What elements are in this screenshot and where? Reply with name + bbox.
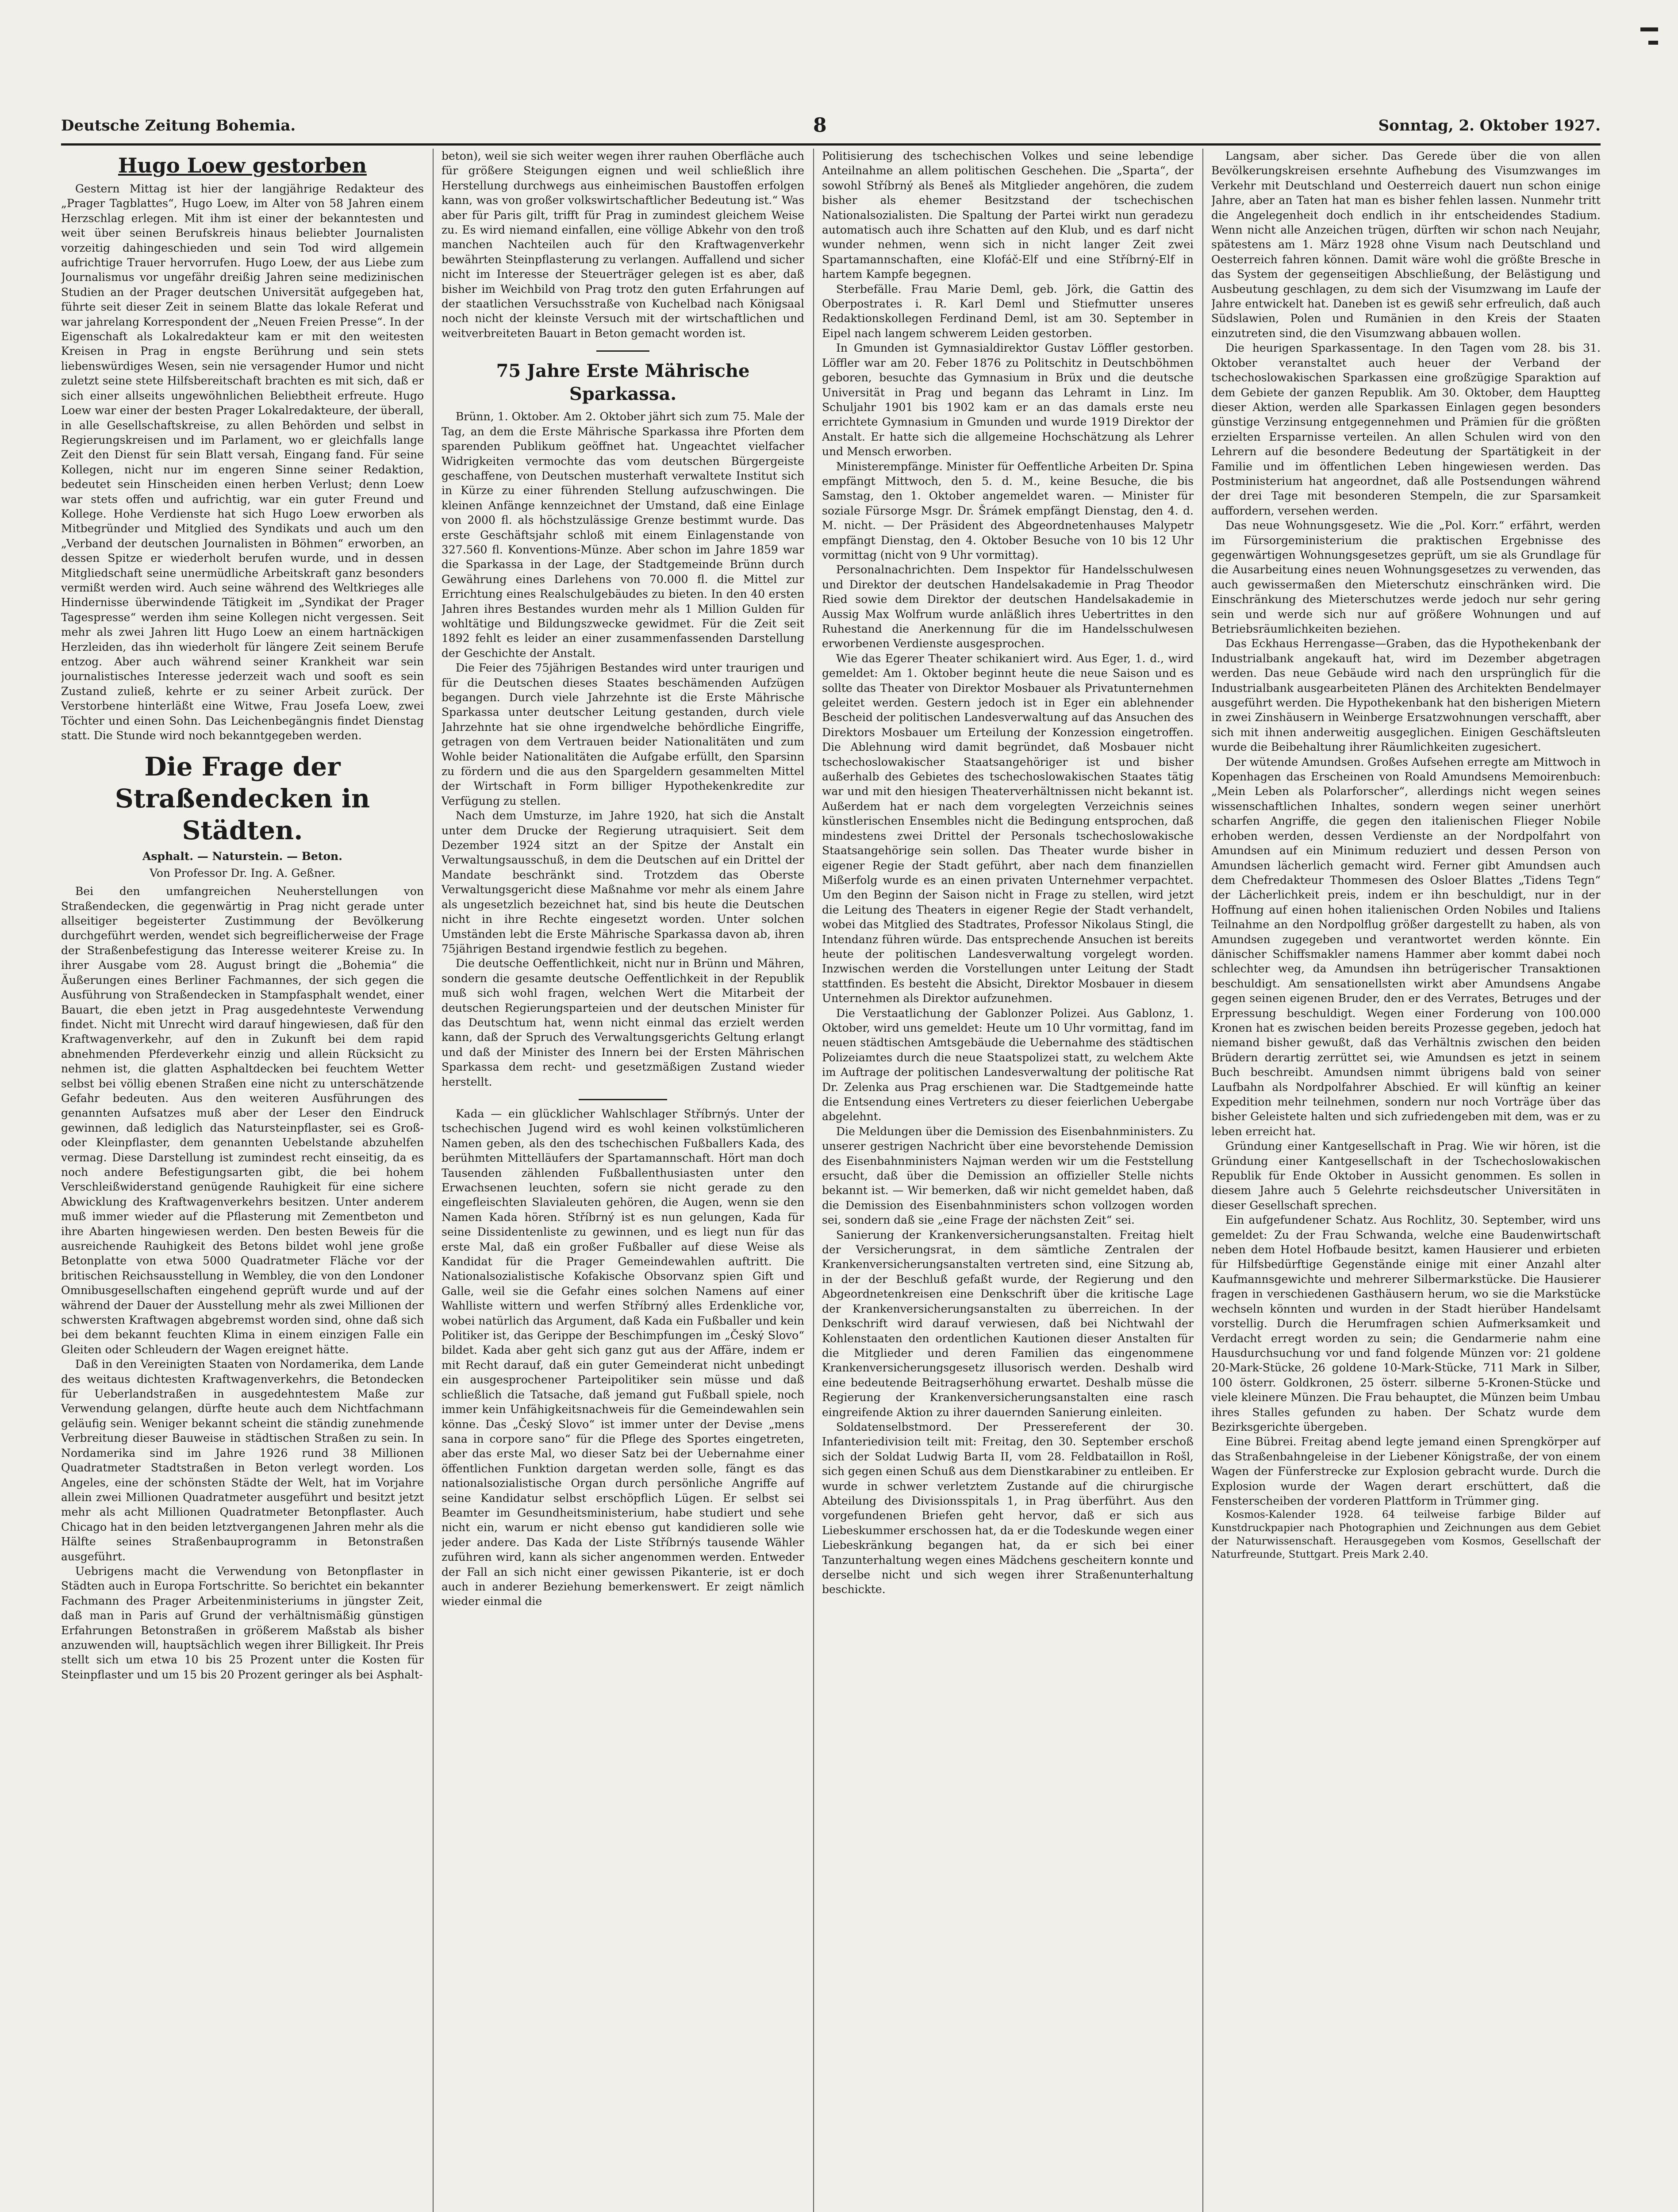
article-paragraph: Bei den umfangreichen Neuherstellungen von Straßendecken, die gegenwärtig in Prag nicht gerade unter allseitiger begeisterter Zustimmung der Bevölkerung durchgeführt werden, wendet sich begreiflicherweise der Frage der Straßenbefestigung das Interesse weiterer Kreise zu. In ihrer Ausgabe vom 28. August bringt die „Bohemia“ die Äußerungen eines Berliner Fachmannes, der sich gegen die Ausführung von Straßendecken in Stampfasphalt wendet, einer Bauart, die eben jetzt in Prag ausgedehnteste Verwendung findet. Nicht mit Unrecht wird darauf hingewiesen, daß für den Kraftwagenverkehr, auf den in Zukunft bei dem rapid abnehmenden Pferdeverkehr einzig und allein Rücksicht zu nehmen ist, die glatten Asphaltdecken bei feuchtem Wetter selbst bei völlig ebenen Straßen eine nicht zu unterschätzende Gefahr bedeuten. Aus den weiteren Ausführungen des genannten Aufsatzes muß aber der Leser den Eindruck gewinnen, daß lediglich das Natursteinpflaster, sei es Groß- oder Kleinpflaster, dem genannten Uebelstande abzuhelfen vermag. Diese Darstellung ist zumindest recht einseitig, da es noch andere Befestigungsarten gibt, die bei hohem Verschleißwiderstand genügende Rauhigkeit für eine sichere Abwicklung des Kraftwagenverkehrs besitzen. Unter anderem muß immer wieder auf die Pflasterung mit Zementbeton und ihre Abarten hingewiesen werden. Den besten Beweis für die ausreichende Rauhigkeit des Betons bildet wohl jene große Betonplatte von etwa 5000 Quadratmeter Fläche vor der britischen Reichsausstellung in Wembley, die von den Londoner Omnibusgesellschaften eingehend geprüft wurde und auf der während der Dauer der Ausstellung mehr als zwei Millionen der schwersten Kraftwagen abgebremst worden sind, ohne daß sich bei dem bekannt feuchten Klima in einem einzigen Falle ein Gleiten oder Schleudern der Wagen ereignet hätte. [61, 885, 424, 1356]
news-item: Personalnachrichten. Dem Inspektor für Handelsschulwesen und Direktor der deutschen Handelsakademie in Prag Theodor Ried sowie dem Direktor der deutschen Handelsakademie in Aussig Max Wolfrum wurde anläßlich ihres Uebertrittes in den Ruhestand die Anerkennung für die im Handelsschulwesen erworbenen Verdienste ausgesprochen. [822, 563, 1194, 650]
article-paragraph: Die deutsche Oeffentlichkeit, nicht nur in Brünn und Mähren, sondern die gesamte deutsche Oeffentlichkeit in der Republik muß sich wohl fragen, welchen Wert die Mitarbeit der deutschen Regierungsparteien und der deutschen Minister für das Deutschtum hat, wenn nicht einmal das erzielt werden kann, daß der Spruch des Verwaltungsgerichts Geltung erlangt und daß der Minister des Innern bei der Ersten Mährischen Sparkassa dem recht- und gesetzmäßigen Zustand wieder herstellt. [442, 957, 804, 1088]
news-item: Die Verstaatlichung der Gablonzer Polizei. Aus Gablonz, 1. Oktober, wird uns gemeldet: Heute um 10 Uhr vormittag, fand im neuen städtischen Amtsgebäude die Uebernahme des städtischen Polizeiamtes durch die neue Staatspolizei statt, zu welchem Akte im Auftrage der politischen Landesverwaltung der politische Rat Dr. Zelenka aus Prag erschienen war. Die Stadtgemeinde hatte die Entsendung eines Vertreters zu dieser feierlichen Uebergabe abgelehnt. [822, 1006, 1194, 1123]
news-item: Der wütende Amundsen. Großes Aufsehen erregte am Mittwoch in Kopenhagen das Erscheinen von Roald Amundsens Memoirenbuch: „Mein Leben als Polarforscher“, allerdings nicht wegen seines wissenschaftlichen Inhaltes, sondern wegen seiner unerhört scharfen Angriffe, die gegen den italienischen Flieger Nobile erhoben werden, dessen Verdienste an der Nordpolfahrt von Amundsen auf ein Minimum reduziert und dessen Person von Amundsen lächerlich gemacht wird. Ferner gibt Amundsen auch dem Chefredakteur Thommesen des Osloer Blattes „Tidens Tegn“ der Lächerlichkeit preis, indem er ihn beschuldigt, nur in der Hoffnung auf einen hohen italienischen Orden Nobiles und Italiens Teilnahme an den Nordpolflug größer dargestellt zu haben, als von Amundsen zugegeben und verantwortet werden könnte. Ein dänischer Schiffsmakler namens Hammer aber kommt dabei noch schlechter weg, da Amundsen ihn betrügerischer Transaktionen beschuldigt. Am sensationellsten wirkt aber Amundsens Angabe gegen seinen eigenen Bruder, den er des Verrates, Betruges und der Erpressung beschuldigt. Wegen einer Forderung von 100.000 Kronen hat es zwischen beiden bereits Prozesse gegeben, jedoch hat niemand bisher gewußt, daß das Verhältnis zwischen den beiden Brüdern derartig zerrüttet sei, wie Amundsen es jetzt in seinem Buch beschreibt. Amundsen nimmt übrigens bald von seiner Laufbahn als Nordpolfahrer Abschied. Er will künftig an keiner Expedition mehr teilnehmen, sondern nur noch Vorträge über das bisher Geleistete halten und sich zufriedengeben mit dem, was er zu leben erreicht hat. [1211, 755, 1601, 1138]
news-item: Sterbefälle. Frau Marie Deml, geb. Jörk, die Gattin des Oberpostrates i. R. Karl Deml und Stiefmutter unseres Redaktionskollegen Ferdinand Deml, ist am 30. September in Eipel nach langem schwerem Leiden gestorben. [822, 282, 1194, 340]
article-paragraph: Die Feier des 75jährigen Bestandes wird unter traurigen und für die Deutschen dieses Staates beschämenden Aufzügen begangen. Durch viele Jahrzehnte ist die Erste Mährische Sparkassa unter deutscher Leitung gestanden, durch viele Jahrzehnte hat sie ohne irgendwelche behördliche Eingriffe, getragen von dem Vertrauen beider Nationalitäten und zum Wohle beider Nationalitäten die Aufgabe erfüllt, den Sparsinn zu fördern und die aus den Spargeldern gesammelten Mittel der Wirtschaft in Form billiger Hypothekenkredite zur Verfügung zu stellen. [442, 661, 804, 807]
news-item: Soldatenselbstmord. Der Pressereferent der 30. Infanteriedivision teilt mit: Freitag, den 30. September erschoß sich der Soldat Ludwig Barta II, vom 28. Feldbataillon in Rošl, sich gegen einen Schuß aus dem Dienstkarabiner zu entleiben. Er wurde in schwer verletztem Zustande auf die chirurgische Abteilung des Divisionsspitals 1, in Prag überführt. Aus den vorgefundenen Briefen geht hervor, daß er sich aus Liebeskummer erschossen hat, da er die Todeskunde wegen einer Liebeskränkung begangen hat, da er sich bei einer Tanzunterhaltung wegen eines Mädchens gescheitern konnte und derselbe nicht und sich wegen ihrer Straßenunterhaltung beschickte. [822, 1420, 1194, 1596]
page-number: 8 [813, 114, 827, 137]
news-item: In Gmunden ist Gymnasialdirektor Gustav Löffler gestorben. Löffler war am 20. Feber 1876 zu Politschitz in Deutschböhmen geboren, besuchte das Gymnasium in Brüx und die deutsche Universität in Prag und begann das Lehramt in Linz. Im Schuljahr 1901 bis 1902 kam er an das damals erste neu errichtete Gymnasium in Gmunden und wurde 1919 Direktor der Anstalt. Er hatte sich die allgemeine Hochschätzung als Lehrer und Mensch erworben. [822, 342, 1194, 458]
column-3 [822, 149, 1194, 2212]
header-rule [61, 143, 1601, 146]
article-paragraph: Daß in den Vereinigten Staaten von Nordamerika, dem Lande des weitaus dichtesten Kraftwagenverkehrs, die Betondecken für Ueberlandstraßen in ausgedehntestem Maße zur Verwendung gelangen, dürfte heute auch dem Nichtfachmann geläufig sein. Weniger bekannt scheint die ständig zunehmende Verbreitung dieser Bauweise in städtischen Straßen zu sein. In Nordamerika sind im Jahre 1926 rund 38 Millionen Quadratmeter Stadtstraßen in Beton verlegt worden. Los Angeles, eine der schönsten Städte der Welt, hat im Vorjahre allein zwei Millionen Quadratmeter ausgeführt und besitzt jetzt mehr als acht Millionen Quadratmeter Betonpflaster. Auch Chicago hat in den beiden letztvergangenen Jahren mehr als die Hälfte seines Straßenbauprogramm in Betonstraßen ausgeführt. [61, 1358, 424, 1563]
news-item: Ministerempfänge. Minister für Oeffentliche Arbeiten Dr. Spina empfängt Mittwoch, den 5. d. M., keine Besuche, die bis Samstag, den 1. Oktober angemeldet waren. — Minister für soziale Fürsorge Msgr. Dr. Šrámek empfängt Dienstag, den 4. d. M. nicht. — Der Präsident des Abgeordnetenhauses Malypetr empfängt Dienstag, den 4. Oktober Besuche von 10 bis 12 Uhr vormittag (nicht von 9 Uhr vormittag). [822, 460, 1194, 561]
article-paragraph: beton), weil sie sich weiter wegen ihrer rauhen Oberfläche auch für größere Steigungen eignen und weil schließlich ihre Herstellung durchwegs aus einheimischen Baustoffen erfolgen kann, was von großer volkswirtschaftlicher Bedeutung ist.“ Was aber für Paris gilt, trifft für Prag in zumindest gleichem Weise zu. Es wird niemand einfallen, eine völlige Abkehr von den troß manchen Nachteilen auch für den Kraftwagenverkehr bewährten Steinpflasterung zu verlangen. Auffallend und sicher nicht im Interesse der Steuerträger gelegen ist es aber, daß bisher im Weichbild von Prag trotz den guten Erfahrungen auf der staatlichen Versuchsstraße von Kuchelbad nach Königsaal noch nicht der kleinste Versuch mit der wirtschaftlichen und weitverbreiteten Bauart in Beton gemacht worden ist. [442, 150, 804, 340]
page-header [61, 114, 1601, 138]
news-item: Die heurigen Sparkassentage. In den Tagen vom 28. bis 31. Oktober veranstaltet auch heuer der Verband der tschechoslowakischen Sparkassen eine großzügige Sparaktion auf dem Gebiete der ganzen Republik. Am 30. Oktober, dem Hauptteg dieser Aktion, werden alle Sparkassen Einlagen gegen besonders günstige Verzinsung entgegennehmen und Prämien für die größten erzielten Ersparnisse verteilen. An allen Schulen wird von den Lehrern auf die besondere Bedeutung der Spartätigkeit in der Familie und im öffentlichen Leben hingewiesen werden. Das Postministerium hat angeordnet, daß alle Postsendungen während der drei Tage mit besonderen Stempeln, die zur Sparsamkeit auffordern, versehen werden. [1211, 342, 1601, 517]
article-paragraph: Brünn, 1. Oktober. Am 2. Oktober jährt sich zum 75. Male der Tag, an dem die Erste Mährische Sparkassa ihre Pforten dem sparenden Publikum geöffnet hat. Ungeachtet vielfacher Widrigkeiten vermochte das vom deutschen Bürgergeiste geschaffene, von Deutschen musterhaft verwaltete Institut sich in Kürze zu einer führenden Stellung aufzuschwingen. Die kleinen Anfänge kennzeichnet der Umstand, daß eine Einlage von 2000 fl. als höchstzulässige Grenze bestimmt wurde. Das erste Geschäftsjahr schloß mit einem Einlagenstande von 327.560 fl. Konventions-Münze. Aber schon im Jahre 1859 war die Sparkassa in der Lage, der Stadtgemeinde Brünn durch Gewährung eines Darlehens von 70.000 fl. die Mittel zur Errichtung eines Realschulgebäudes zu bieten. In den 40 ersten Jahren ihres Bestandes wurden mehr als 1 Million Gulden für wohltätige und Bildungszwecke gewidmet. Für die Zeit seit 1892 fehlt es leider an einer zusammenfassenden Darstellung der Geschichte der Anstalt. [442, 410, 804, 660]
publication-notice: Kosmos-Kalender 1928. 64 teilweise farbige Bilder auf Kunstdruckpapier nach Photographien und Zeichnungen aus dem Gebiet der Naturwissenschaft. Herausgegeben vom Kosmos, Gesellschaft der Naturfreunde, Stuttgart. Preis Mark 2.40. [1211, 1509, 1601, 1561]
column-divider [1202, 149, 1203, 2212]
news-item-kada: Kada — ein glücklicher Wahlschlager Stříbrnýs. Unter der tschechischen Jugend wird es wohl keinen volkstümlicheren Namen geben, als den des tschechischen Fußballers Kada, des berühmten Mittelläufers der Spartamannschaft. Hört man doch Tausenden zählenden Fußballenthusiasten unter den Erwachsenen leuchten, sofern sie nicht gerade zu den eingefleischten Slavialeuten gehören, die Augen, wenn sie den Namen Kada hören. Stříbrný ist es nun gelungen, Kada für seine Dissidentenliste zu gewinnen, und es liegt nun für das erste Mal, daß ein großer Fußballer auf diese Weise als Kandidat für die Prager Gemeindewahlen auftritt. Die Nationalsozialistische Kofakische Obsorvanz spien Gift und Galle, weil sie die Gefahr eines solchen Namens auf einer Wahlliste wittern und werfen Stříbrný alles Erdenkliche vor, wobei natürlich das Argument, daß Kada ein Fußballer und kein Politiker ist, das Gerippe der Beschimpfungen im „Český Slovo“ bildet. Kada aber geht sich ganz gut aus der Affäre, indem er mit Recht darauf, daß ein guter Gemeinderat nicht unbedingt ein ausgesprochener Parteipolitiker sein müsse und daß schließlich die Tatsache, daß jemand gut Fußball spiele, noch immer kein Unfähigkeitsnachweis für die Gemeindewahlen sein könne. Das „Český Slovo“ ist immer unter der Devise „mens sana in corpore sano“ für die Pflege des Sportes eingetreten, aber das erste Mal, wo dieser Satz bei der Uebernahme einer öffentlichen Funktion dargetan werden solle, fängt es das nationalsozialistische Organ durch persönliche Angriffe auf seine Kandidatur selbst erschöpflich Lügen. Er selbst sei Beamter im Gesundheitsministerium, habe studiert und sehe nicht ein, warum er nicht ebenso gut kandidieren solle wie jeder andere. Das Kada der Liste Stříbrnýs tausende Wähler zuführen wird, kann als sicher angenommen werden. Entweder der Fall an sich nicht einer gewissen Pikanterie, ist er doch auch in anderer Beziehung bemerkenswert. Er zeigt nämlich wieder einmal die [442, 1107, 804, 1608]
news-item: Langsam, aber sicher. Das Gerede über die von allen Bevölkerungskreisen ersehnte Aufhebung des Visumzwanges im Verkehr mit Deutschland und Oesterreich dauert nun schon einige Jahre, aber an Taten hat man es bisher fehlen lassen. Nunmehr tritt die Angelegenheit doch endlich in ihr entscheidendes Stadium. Wenn nicht alle Anzeichen trügen, dürften wir schon nach Neujahr, spätestens am 1. März 1928 ohne Visum nach Deutschland und Oesterreich fahren können. Damit wäre wohl die größte Bresche in das System der gegenseitigen Abschließung, der Belästigung und Ausbeutung geschlagen, zu dem sich der Visumzwang im Laufe der Jahre entwickelt hat. Daneben ist es gewiß sehr erfreulich, daß auch Südslawien, Polen und Rumänien in den Kreis der Staaten einzutreten sind, die den Visumzwang abbauen wollen. [1211, 150, 1601, 340]
edge-mark [1648, 41, 1658, 45]
article-separator [596, 350, 649, 352]
edge-mark [1640, 27, 1658, 31]
column-4 [1211, 149, 1601, 2212]
news-item: Das neue Wohnungsgesetz. Wie die „Pol. Korr.“ erfährt, werden im Fürsorgeministerium die praktischen Ergebnisse des gegenwärtigen Wohnungsgesetzes geprüft, um sie als Grundlage für die Ausarbeitung eines neuen Wohnungsgesetzes zu verwenden, das auch gewissermaßen den Mieterschutz einschränken wird. Die Einschränkung des Mieterschutzes werde jedoch nur sehr gering sein und werde sich nur auf größere Wohnungen und auf Betriebsräumlichkeiten beziehen. [1211, 519, 1601, 635]
article-subheadline: Asphalt. — Naturstein. — Beton. [142, 850, 342, 863]
column-divider [433, 149, 434, 2212]
article-author: Von Professor Dr. Ing. A. Geßner. [150, 866, 335, 879]
news-item: Eine Bübrei. Freitag abend legte jemand einen Sprengkörper auf das Straßenbahngeleise in der Liebener Königstraße, der von einem Wagen der Fünferstrecke zur Explosion gebracht wurde. Durch die Explosion wurde der Wagen derart erschüttert, daß die Fensterscheiben der vorderen Plattform in Trümmer ging. [1211, 1435, 1601, 1507]
news-item: Wie das Egerer Theater schikaniert wird. Aus Eger, 1. d., wird gemeldet: Am 1. Oktober beginnt heute die neue Saison und es sollte das Theater von Direktor Mosbauer als Privatunternehmen geleitet werden. Gestern jedoch ist in Eger ein ablehnender Bescheid der politischen Landesverwaltung auf das Ansuchen des Direktors Mosbauer um Erteilung der Konzession eingetroffen. Die Ablehnung wird damit begründet, daß Mosbauer nicht tschechoslowakischer Staatsangehöriger ist und bisher außerhalb des Gebietes des tschechoslowakischen Staates tätig war und mit den hiesigen Theaterverhältnissen nicht bekannt ist. Außerdem hat er nach dem vorgelegten Verzeichnis seines künstlerischen Ensembles nicht die Bedingung entsprochen, daß mindestens zwei Drittel der Personals tschechoslowakische Staatsangehörige sein sollen. Das Theater wurde bisher in eigener Regie der Stadt geführt, aber nach dem finanziellen Mißerfolg wurde es an einen privaten Unternehmer verpachtet. Um den Beginn der Saison nicht in Frage zu stellen, wird jetzt die Leitung des Theaters in eigener Regie der Stadt verhandelt, wobei das Mitglied des Stadtrates, Professor Nikolaus Stingl, die Intendanz führen würde. Das entsprechende Ansuchen ist bereits heute der politischen Landesverwaltung vorgelegt worden. Inzwischen werden die Vorstellungen unter Leitung der Stadt stattfinden. Es besteht die Absicht, Direktor Mosbauer in diesem Unternehmen als Direktor aufzunehmen. [822, 652, 1194, 1005]
news-item: Das Eckhaus Herrengasse—Graben, das die Hypothekenbank der Industrialbank angekauft hat, wird im Dezember abgetragen werden. Das neue Gebäude wird nach den ursprünglich für die Industrialbank ausgearbeiteten Plänen des Architekten Bendelmayer ausgeführt werden. Die Hypothekenbank hat den bisherigen Mietern in zwei Zinshäusern in Weinberge Ersatzwohnungen verschafft, aber sich mit ihnen anderweitig ausgeglichen. Einigen Geschäftsleuten wurde die Beibehaltung ihrer Räumlichkeiten zugesichert. [1211, 637, 1601, 754]
article-headline-street: Die Frage der Straßendecken in Städten. [115, 752, 370, 846]
news-item: Ein aufgefundener Schatz. Aus Rochlitz, 30. September, wird uns gemeldet: Zu der Frau Schwanda, welche eine Baudenwirtschaft neben dem Hotel Hofbaude besitzt, kamen Hausierer und erbieten für Hilfsbedürftige Gegenstände einige mit einer Anzahl alter Kaufmannsgewichte und mehrerer Silbermarkstücke. Die Hausierer fragen in verschiedenen Gasthäusern herum, wo sie die Markstücke wechseln könnten und wurden in der Stadt hierüber Handelsamt vorstellig. Durch die Herumfragen schien Aufmerksamkeit und Verdacht erregt worden zu sein; die Gendarmerie nahm eine Hausdurchsuchung vor und fand folgende Münzen vor: 21 goldene 20-Mark-Stücke, 26 goldene 10-Mark-Stücke, 711 Mark in Silber, 100 österr. Goldkronen, 25 österr. silberne 5-Kronen-Stücke und viele kleinere Münzen. Die Frau behauptet, die Münzen beim Umbau ihres Stalles gefunden zu haben. Der Schatz wurde dem Bezirksgerichte übergeben. [1211, 1214, 1601, 1433]
news-item: Gründung einer Kantgesellschaft in Prag. Wie wir hören, ist die Gründung einer Kantgesellschaft in der Tschechoslowakischen Republik für Ende Oktober in Aussicht genommen. Es sollen in diesem Jahre auch 5 Gelehrte reichsdeutscher Universitäten in dieser Gesellschaft sprechen. [1211, 1140, 1601, 1212]
newspaper-name: Deutsche Zeitung Bohemia. [61, 117, 296, 134]
article-paragraph: Politisierung des tschechischen Volkes und seine lebendige Anteilnahme an allem politischen Geschehen. Die „Sparta“, der sowohl Stříbrný als Beneš als Mitglieder angehören, die zudem bisher als ehemer Besitzstand der tschechischen Nationalsozialisten. Die Spaltung der Partei wirkt nun geradezu automatisch auch ihre Schatten auf den Klub, und es darf nicht wunder nehmen, wenn sich in nicht langer Zeit zwei Spartamannschaften, eine Klofáč-Elf und eine Stříbrný-Elf in hartem Kampfe begegnen. [822, 150, 1194, 281]
column-divider [813, 149, 814, 2212]
issue-date: Sonntag, 2. Oktober 1927. [1378, 117, 1601, 134]
column-1 [61, 149, 424, 2212]
article-paragraph: Nach dem Umsturze, im Jahre 1920, hat sich die Anstalt unter dem Drucke der Regierung utraquisiert. Seit dem Dezember 1924 sitzt an der Spitze der Anstalt ein Verwaltungsausschuß, in dem die Deutschen auf ein Drittel der Mandate beschränkt sind. Trotzdem das Oberste Verwaltungsgericht diese Maßnahme vor mehr als einem Jahre als ungesetzlich bezeichnet hat, sind bis heute die Deutschen nicht in ihre Rechte eingesetzt worden. Unter solchen Umständen lebt die Erste Mährische Sparkassa davon ab, ihren 75jährigen Bestand irgendwie festlich zu begehen. [442, 809, 804, 955]
obituary-headline: Hugo Loew gestorben [118, 154, 367, 177]
news-item: Sanierung der Krankenversicherungsanstalten. Freitag hielt der Versicherungsrat, in dem sämtliche Zentralen der Krankenversicherungsanstalten vertreten sind, eine Sitzung ab, in der der Beschluß gefaßt wurde, der Regierung und den Abgeordnetenkreisen eine Denkschrift über die kritische Lage der Krankenversicherungsanstalten zu überreichen. In der Denkschrift wird darauf verwiesen, daß bei Nichtwahl der Kohlenstaaten den ordentlichen Kautionen dieser Anstalten für die Mitglieder und deren Familien das eingenommene Krankenversicherungsgesetz illusorisch werden. Deshalb wird eine bedeutende Beitragserhöhung erwartet. Deshalb müsse die Regierung der Krankenversicherungsanstalten eine rasch eingreifende Aktion zu ihrer dauernden Sanierung einleiten. [822, 1228, 1194, 1419]
obituary-text: Gestern Mittag ist hier der langjährige Redakteur des „Prager Tagblattes“, Hugo Loew, im Alter von 58 Jahren einem Herzschlag erlegen. Mit ihm ist einer der bekanntesten und weit über seinen Berufskreis hinaus beliebter Journalisten vorzeitig dahingeschieden und sein Tod wird allgemein aufrichtige Trauer hervorrufen. Hugo Loew, der aus Liebe zum Journalismus vor ungefähr dreißig Jahren seine medizinischen Studien an der Prager deutschen Universität aufgegeben hat, führte seit dieser Zeit in seinem Blatte das lokale Referat und war jahrelang Korrespondent der „Neuen Freien Presse“. In der Eigenschaft als Lokalredakteur kam er mit den weitesten Kreisen in Prag in engste Berührung und sein stets liebenswürdiges Wesen, sein nie versagender Humor und nicht zuletzt seine stete Hilfsbereitschaft brachten es mit sich, daß er sich einer allseits ungewöhnlichen Beliebtheit erfreute. Hugo Loew war einer der besten Prager Lokalredakteure, der überall, in alle Gesellschaftskreise, zu allen Behörden und selbst in Regierungskreisen und im Parlament, wo er gleichfalls lange Zeit den Dienst für sein Blatt versah, Eingang fand. Für seine Kollegen, nicht nur im engeren Sinne seiner Redaktion, bedeutet sein Hinscheiden einen herben Verlust; denn Loew war stets offen und aufrichtig, war ein guter Freund und Kollege. Hohe Verdienste hat sich Hugo Loew erworben als Mitbegründer und Mitglied des Syndikats und auch um den „Verband der deutschen Journalisten in Böhmen“ erworben, an dessen Spitze er wiederholt berufen wurde, und in dessen Mitgliedschaft seine unermüdliche Arbeitskraft ganz besonders vermißt werden wird. Auch seine während des Weltkrieges alle Hindernisse überwindende Tätigkeit im „Syndikat der Prager Tagespresse“ werden ihm seine Kollegen nicht vergessen. Seit mehr als zwei Jahren litt Hugo Loew an einem hartnäckigen Herzleiden, das ihn wiederholt für längere Zeit seinem Berufe entzog. Aber auch während seiner Krankheit war sein journalistisches Interesse jederzeit wach und sooft es sein Zustand zuließ, kehrte er zu seiner Arbeit zurück. Der Verstorbene hinterläßt eine Witwe, Frau Josefa Loew, zwei Töchter und einen Sohn. Das Leichenbegängnis findet Dienstag statt. Die Stunde wird noch bekanntgegeben werden. [61, 182, 424, 742]
column-2 [442, 149, 804, 2212]
article-headline-sparkassa: 75 Jahre Erste Mährische Sparkassa. [496, 361, 750, 405]
article-paragraph: Uebrigens macht die Verwendung von Betonpflaster in Städten auch in Europa Fortschritte. So berichtet ein bekannter Fachmann des Prager Arbeitenministeriums in jüngster Zeit, daß man in Paris auf Grund der verhältnismäßig günstigen Erfahrungen Betonstraßen in größerem Maßstab als bisher anzuwenden will, hauptsächlich wegen ihrer Billigkeit. Ihr Preis stellt sich um etwa 10 bis 25 Prozent unter die Kosten für Steinpflaster und um 15 bis 20 Prozent geringer als bei Asphalt- [61, 1564, 424, 1681]
scan-edge-marks [1637, 18, 1663, 66]
news-item: Die Meldungen über die Demission des Eisenbahnministers. Zu unserer gestrigen Nachricht über eine bevorstehende Demission des Eisenbahnministers Najman werden wir um die Feststellung ersucht, daß über die Demission an offizieller Stelle nichts bekannt ist. — Wir bemerken, daß wir nicht gemeldet haben, daß die Demission des Eisenbahnministers schon vollzogen worden sei, sondern daß sie „eine Frage der nächsten Zeit“ sei. [822, 1125, 1194, 1227]
article-separator [579, 1099, 667, 1100]
